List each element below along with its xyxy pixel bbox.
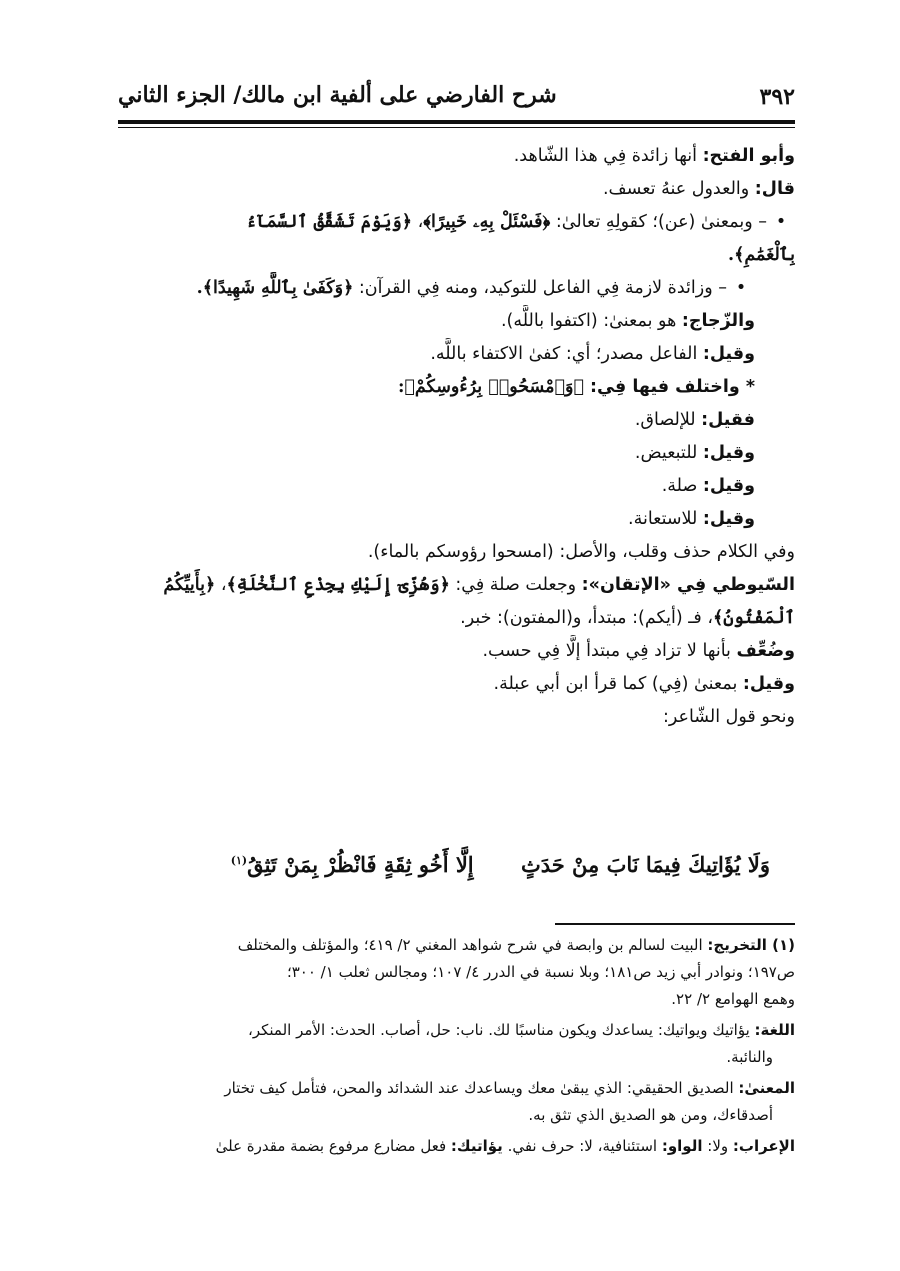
- line-text: – وزائدة لازمة فِي الفاعل للتوكيد، ومنه فِي القرآن:: [353, 278, 727, 298]
- quran-quote: ﴿وَٱمْسَحُوا۟ بِرُءُوسِكُمْ﴾:: [397, 377, 584, 397]
- line-text: والعدول عنهُ تعسف.: [602, 179, 755, 199]
- text-line: [118, 536, 795, 569]
- main-text: [118, 140, 795, 734]
- verse-hemistich-second: إِلَّا أَخُو ثِقَةٍ فَانْظُرْ بِمَنْ تَثِقُ: [247, 852, 474, 877]
- line-text: وجعلت صلة فِي:: [449, 575, 582, 595]
- speaker-label: قال:: [754, 179, 795, 199]
- footnote-line: [118, 959, 795, 986]
- footnote-line: [118, 932, 795, 959]
- text-line: [118, 239, 795, 272]
- bullet-item: [118, 272, 795, 305]
- footnote-text: فعل مضارع مرفوع بضمة مقدرة علىٰ: [215, 1137, 451, 1155]
- quran-quote: ﴿فَسْئَلْ بِهِۦ خَبِيرًا﴾: [423, 212, 551, 232]
- line-text: أنها زائدة فِي هذا الشّاهد.: [513, 146, 703, 166]
- line-text: للتبعيض.: [634, 443, 703, 463]
- footnote-text: الصديق الحقيقي: الذي يبقىٰ معك ويساعدك عند الشدائد والمحن، فتأمل كيف تختار: [224, 1079, 739, 1097]
- header-rule-thick: [118, 120, 795, 124]
- running-title: شرح الفارضي على ألفية ابن مالك/ الجزء الثاني: [118, 82, 557, 108]
- verse-hemistich-first: وَلَا يُؤَاتِيكَ فِيمَا نَابَ مِنْ حَدَثٍ: [520, 852, 770, 877]
- quran-quote: ﴿بِأَييِّكُمُ: [163, 575, 216, 595]
- line-text: ونحو قول الشّاعر:: [662, 707, 795, 727]
- text-line: [118, 173, 795, 206]
- line-text: صلة.: [661, 476, 703, 496]
- text-line: [118, 140, 795, 173]
- text-line: [118, 635, 795, 668]
- text-line: [118, 338, 795, 371]
- line-text: وفي الكلام حذف وقلب، والأصل: (امسحوا رؤوسكم بالماء).: [367, 542, 795, 562]
- quran-quote: ﴿وَيَوْمَ تَشَقَّقُ ٱلسَّمَآءُ: [246, 212, 413, 232]
- speaker-label: وضُعِّف: [736, 641, 795, 661]
- speaker-label: السّيوطي فِي «الإتقان»:: [581, 575, 795, 595]
- line-text: – وبمعنىٰ (عن)؛ كقولِهِ تعالىٰ:: [550, 212, 767, 232]
- bullet-item: [118, 206, 795, 239]
- footnote-line: [118, 1102, 795, 1129]
- line-text: بمعنىٰ (فِي) كما قرأ ابن أبي عبلة.: [493, 674, 743, 694]
- header-rule-thin: [118, 127, 795, 128]
- footnote-marker: (١): [230, 854, 248, 867]
- quran-quote: ٱلْمَفْتُونُ﴾: [712, 608, 795, 628]
- text-line: [118, 305, 795, 338]
- text-line: [118, 503, 795, 536]
- line-text: الفاعل مصدر؛ أي: كفىٰ الاكتفاء باللَّه.: [430, 344, 703, 364]
- poetry-verse: [170, 852, 770, 877]
- bullet-icon: •: [735, 278, 747, 298]
- footnote-label: الواو:: [661, 1137, 703, 1155]
- footnote-text: استئنافية، لا: حرف نفي.: [502, 1137, 662, 1155]
- footnote-label: الإعراب:: [732, 1137, 795, 1155]
- footnote-line: [118, 1133, 795, 1160]
- line-text: للاستعانة.: [628, 509, 703, 529]
- footnote-text: ص١٩٧؛ ونوادر أبي زيد ص١٨١؛ وبلا نسبة في الدرر ٤/ ١٠٧؛ ومجالس ثعلب ١/ ٣٠٠؛: [286, 963, 795, 981]
- footnotes: [118, 932, 795, 1160]
- footnote-line: [118, 1044, 795, 1071]
- footnote-text: يؤاتيك ويواتيك: يساعدك ويكون مناسبًا لك. ناب: حل، أصاب. الحدث: الأمر المنكر،: [247, 1021, 755, 1039]
- footnote-text: البيت لسالم بن وابصة في شرح شواهد المغني ٢/ ٤١٩؛ والمؤتلف والمختلف: [237, 936, 708, 954]
- footnote-text: ولا:: [702, 1137, 733, 1155]
- footnote-text: والنائبة.: [726, 1048, 773, 1066]
- section-label: * واختلف فيها فِي:: [583, 377, 755, 397]
- text-line: [118, 602, 795, 635]
- speaker-label: وقيل:: [702, 476, 755, 496]
- text-line: [118, 470, 795, 503]
- footnote-line: [118, 1017, 795, 1044]
- speaker-label: وقيل:: [702, 509, 755, 529]
- text-line: [118, 701, 795, 734]
- text-line: [118, 404, 795, 437]
- footnote-line: [118, 1075, 795, 1102]
- page-header: [118, 78, 795, 118]
- speaker-label: وقيل:: [742, 674, 795, 694]
- text-line: [118, 569, 795, 602]
- line-text: هو بمعنىٰ: (اكتفوا باللَّه).: [500, 311, 682, 331]
- speaker-label: وقيل:: [702, 344, 755, 364]
- line-text: ، فـ (أيكم): مبتدأ، و(المفتون): خبر.: [460, 608, 713, 628]
- text-line: [118, 371, 795, 404]
- quran-quote: ﴿وَهُزِّىٓ إِلَيْكِ بِجِذْعِ ٱلنَّخْلَةِ﴾: [226, 575, 450, 595]
- footnote-label: المعنىٰ:: [738, 1079, 795, 1097]
- footnote-label: (١) التخريج:: [707, 936, 795, 954]
- separator: ،: [215, 575, 227, 595]
- footnote-text: وهمع الهوامع ٢/ ٢٢.: [671, 990, 795, 1008]
- footnote-line: [118, 986, 795, 1013]
- page-number: ٣٩٢: [759, 84, 795, 110]
- line-text: للإلصاق.: [634, 410, 702, 430]
- speaker-label: والزّجاج:: [681, 311, 755, 331]
- text-line: [118, 668, 795, 701]
- bullet-icon: •: [775, 212, 787, 232]
- footnote-text: أصدقاءك، ومن هو الصديق الذي تثق به.: [528, 1106, 773, 1124]
- text-line: [118, 437, 795, 470]
- quran-quote: بِٱلْغَمَٰمِ﴾.: [727, 245, 795, 265]
- quran-quote: ﴿وَكَفَىٰ بِٱللَّهِ شَهِيدًا﴾.: [196, 278, 354, 298]
- footnote-separator: [555, 923, 795, 925]
- footnote-label: يؤاتيك:: [450, 1137, 503, 1155]
- speaker-label: وقيل:: [702, 443, 755, 463]
- speaker-label: وأبو الفتح:: [702, 146, 795, 166]
- footnote-label: اللغة:: [754, 1021, 795, 1039]
- separator: ،: [412, 212, 424, 232]
- speaker-label: فقيل:: [701, 410, 755, 430]
- line-text: بأنها لا تزاد فِي مبتدأ إلَّا فِي حسب.: [482, 641, 737, 661]
